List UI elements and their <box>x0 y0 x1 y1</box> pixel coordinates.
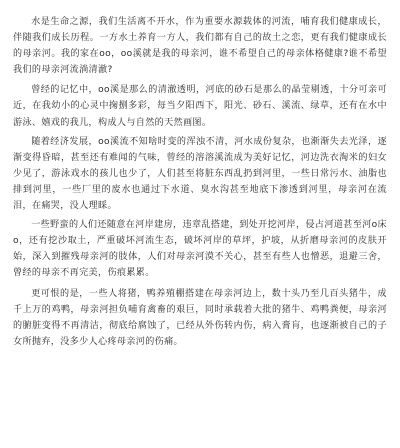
essay-paragraph-intro: 水是生命之源，我们生活离不开水，作为重要水源载体的河流，哺育我们健康成长，伴随我们成长历程。一方水土养育一方人，我们都有自己的故土之恋，更有我们健康成长的母亲河。我的家在oo，oo溪就是我的母亲河，谁不希望自己的母亲体格健康?谁不希望我们的母亲河流淌清澈? <box>13 17 387 76</box>
essay-paragraph-pollution: 随着经济发展，oo溪流不知啥时变的浑浊不清，河水成份复杂，也渐渐失去光泽，逐渐变得昏暗，甚至还有难闻的气味，曾经的溶溶溪流成为美好记忆，河边洗衣淘米的妇女少见了，游泳戏水的孩儿也少了，人们甚至将脏东西乱扔到河里，一些日常污水、油脂也排到河里，一些厂里的废水也通过下水道、臭水沟甚至地底下渗透到河里，母亲河在流泪，在痛哭，没人理睬。 <box>13 136 387 212</box>
essay-paragraph-memory: 曾经的记忆中，oo溪是那么的清澈透明，河底的砂石是那么的晶莹剔透，十分可亲可近，在我幼小的心灵中掬捌多彩，每当夕阳西下，阳光、砂石、溪流、绿草，还有在水中游泳、嬉戏的我儿，构成人与自然的天然画图。 <box>13 85 387 128</box>
essay-body <box>13 14 387 350</box>
essay-paragraph-encroachment: 一些野蛮的人们还随意在河岸建房，违章乱搭建，到处开挖河岸，侵占河道甚至河o床o，还有挖沙取土，严重破坏河流生态，破坏河岸的草坪，护坡，从折磨母亲河的皮肤开始，深入到摧残母亲河的肢体，人们对母亲河漠不关心，甚至有些人也憎恶，退避三舍，曾经的母亲不再完美，伤痕累累。 <box>13 220 387 279</box>
essay-paragraph-livestock: 更可恨的是，一些人将猪，鸭养殖棚搭建在母亲河边上，数十头乃至几百头猪牛，成千上万的鸡鸭，母亲河担负哺育禽畜的艰巨，同时承载着大批的猪牛、鸡鸭粪便，母亲河的腑脏变得不再清洁，彻底给腐蚀了，已经从外伤转内伤，病入膏肓，也逐渐被自己的子女所抛弃，没多少人心疼母亲河的伤痛。 <box>13 288 387 347</box>
